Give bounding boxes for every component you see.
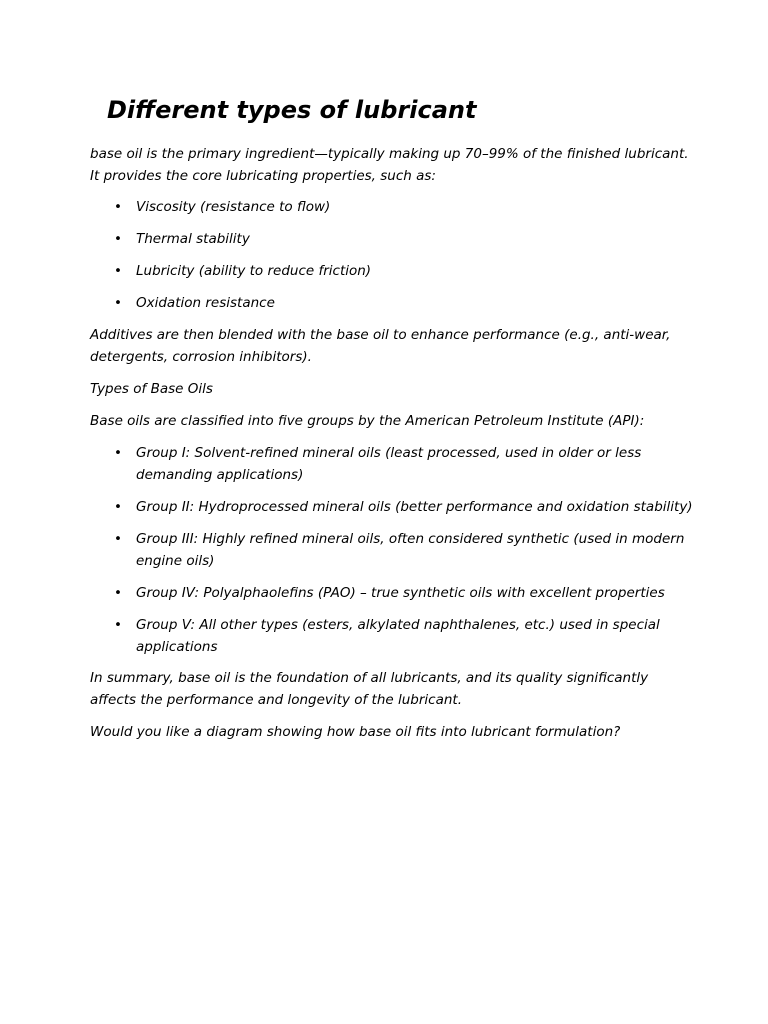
list-item-text: Lubricity (ability to reduce friction) [136,263,372,279]
bullet-icon: • [114,199,122,215]
list-item-text: Viscosity (resistance to flow) [136,199,331,215]
bullet-icon: • [114,263,122,279]
list-item [114,614,696,658]
bullet-icon: • [114,445,122,461]
list-item [114,582,696,604]
question-paragraph: Would you like a diagram showing how base oil fits into lubricant formulation? [90,724,621,740]
properties-list [114,196,696,314]
list-item [114,528,696,572]
bullet-icon: • [114,531,122,547]
intro-paragraph: base oil is the primary ingredient—typically making up 70–99% of the finished lubricant. It provides the core lubricating properties, such as: [90,146,689,184]
list-item [114,496,696,518]
list-item [114,442,696,486]
list-item-text: Group IV: Polyalphaolefins (PAO) – true synthetic oils with excellent properties [136,585,665,601]
list-item-text: Thermal stability [136,231,250,247]
page-title: Different types of lubricant [107,96,477,124]
list-item-text: Group I: Solvent-refined mineral oils (least processed, used in older or less demanding applications) [136,445,642,483]
additives-paragraph: Additives are then blended with the base oil to enhance performance (e.g., anti-wear, detergents, corrosion inhibitors). [90,327,671,365]
bullet-icon: • [114,231,122,247]
list-item-text: Oxidation resistance [136,295,275,311]
list-item [114,196,696,218]
bullet-icon: • [114,295,122,311]
list-item [114,228,696,250]
bullet-icon: • [114,617,122,633]
bullet-icon: • [114,499,122,515]
summary-paragraph: In summary, base oil is the foundation of all lubricants, and its quality significantly affects the performance and longevity of the lubricant. [90,670,649,708]
list-item [114,292,696,314]
list-item-text: Group III: Highly refined mineral oils, often considered synthetic (used in modern engine oils) [136,531,685,569]
types-heading: Types of Base Oils [90,381,213,397]
list-item-text: Group V: All other types (esters, alkylated naphthalenes, etc.) used in special applications [136,617,660,655]
classification-paragraph: Base oils are classified into five groups by the American Petroleum Institute (API): [90,413,645,429]
bullet-icon: • [114,585,122,601]
groups-list [114,442,696,658]
list-item [114,260,696,282]
list-item-text: Group II: Hydroprocessed mineral oils (better performance and oxidation stability) [136,499,693,515]
